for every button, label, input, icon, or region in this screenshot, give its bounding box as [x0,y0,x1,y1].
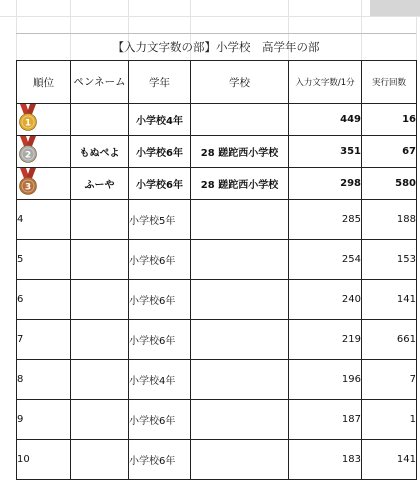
school-cell[interactable] [191,240,289,280]
gold-medal-icon [17,104,39,135]
header-chars[interactable]: 入力文字数/1分 [289,61,362,104]
penname-cell[interactable] [71,440,129,480]
rank-cell[interactable]: 9 [17,400,71,440]
rank-cell[interactable]: 10 [17,440,71,480]
penname-cell[interactable] [71,400,129,440]
bronze-medal-icon [17,168,39,199]
runs-cell[interactable]: 141 [362,280,417,320]
penname-cell[interactable] [71,360,129,400]
header-row [17,61,417,104]
school-cell[interactable] [191,280,289,320]
ranking-table [16,60,417,480]
grade-cell[interactable]: 小学校6年 [129,280,191,320]
table-row [17,280,417,320]
table-row [17,200,417,240]
chars-cell[interactable]: 196 [289,360,362,400]
silver-medal-icon [17,136,39,167]
rank-cell[interactable]: 6 [17,280,71,320]
chars-cell[interactable]: 285 [289,200,362,240]
table-row [17,440,417,480]
penname-cell[interactable] [71,320,129,360]
school-cell[interactable] [191,360,289,400]
grid-line [0,16,420,17]
svg-text:2: 2 [24,150,32,161]
grade-cell[interactable]: 小学校6年 [129,240,191,280]
grade-cell[interactable]: 小学校6年 [129,400,191,440]
chars-cell[interactable]: 187 [289,400,362,440]
grade-cell[interactable]: 小学校5年 [129,200,191,240]
runs-cell[interactable]: 16 [362,104,417,136]
table-row [17,320,417,360]
selected-cell[interactable] [370,0,420,16]
runs-cell[interactable]: 153 [362,240,417,280]
svg-text:1: 1 [24,118,32,129]
rank-cell[interactable]: 7 [17,320,71,360]
table-body [17,104,417,480]
school-cell[interactable] [191,440,289,480]
school-cell[interactable] [191,400,289,440]
runs-cell[interactable]: 67 [362,136,417,168]
grade-cell[interactable]: 小学校6年 [129,320,191,360]
penname-cell[interactable]: ふーや [71,168,129,200]
penname-cell[interactable] [71,200,129,240]
penname-cell[interactable] [71,280,129,320]
penname-cell[interactable] [71,240,129,280]
rank-medal-cell[interactable] [17,168,71,200]
chars-cell[interactable]: 351 [289,136,362,168]
school-cell[interactable]: 28 蹉跎西小学校 [191,168,289,200]
rank-cell[interactable]: 4 [17,200,71,240]
school-cell[interactable]: 28 蹉跎西小学校 [191,136,289,168]
runs-cell[interactable]: 661 [362,320,417,360]
table-row [17,104,417,136]
table-row [17,360,417,400]
rank-medal-cell[interactable] [17,136,71,168]
grade-cell[interactable]: 小学校6年 [129,136,191,168]
table-row [17,136,417,168]
runs-cell[interactable]: 188 [362,200,417,240]
rank-cell[interactable]: 5 [17,240,71,280]
rank-medal-cell[interactable] [17,104,71,136]
chars-cell[interactable]: 254 [289,240,362,280]
runs-cell[interactable]: 7 [362,360,417,400]
chars-cell[interactable]: 449 [289,104,362,136]
table-row [17,400,417,440]
penname-cell[interactable]: もぬぺよ [71,136,129,168]
grade-cell[interactable]: 小学校4年 [129,360,191,400]
table-row [17,168,417,200]
header-rank[interactable]: 順位 [17,61,71,104]
chars-cell[interactable]: 219 [289,320,362,360]
chars-cell[interactable]: 240 [289,280,362,320]
runs-cell[interactable]: 580 [362,168,417,200]
chars-cell[interactable]: 183 [289,440,362,480]
school-cell[interactable] [191,320,289,360]
header-grade[interactable]: 学年 [129,61,191,104]
svg-text:3: 3 [24,182,32,193]
header-penname[interactable]: ペンネーム [71,61,129,104]
grade-cell[interactable]: 小学校6年 [129,168,191,200]
runs-cell[interactable]: 141 [362,440,417,480]
grade-cell[interactable]: 小学校4年 [129,104,191,136]
school-cell[interactable] [191,200,289,240]
header-school[interactable]: 学校 [191,61,289,104]
school-cell[interactable] [191,104,289,136]
chars-cell[interactable]: 298 [289,168,362,200]
runs-cell[interactable]: 1 [362,400,417,440]
header-runs[interactable]: 実行回数 [362,61,417,104]
table-row [17,240,417,280]
table-title: 【入力文字数の部】小学校 高学年の部 [16,33,416,61]
penname-cell[interactable] [71,104,129,136]
grade-cell[interactable]: 小学校6年 [129,440,191,480]
rank-cell[interactable]: 8 [17,360,71,400]
